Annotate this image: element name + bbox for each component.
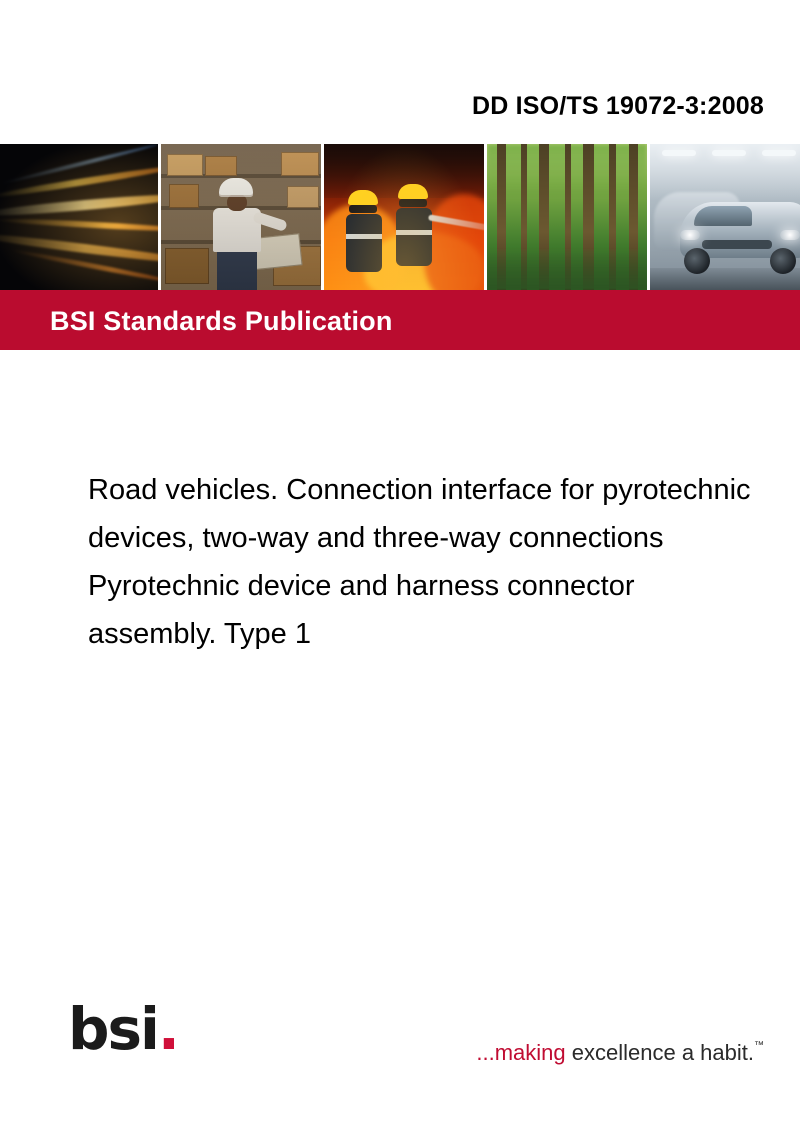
trademark-symbol: ™: [754, 1040, 764, 1051]
car-windshield: [694, 206, 752, 226]
bsi-logo-dot: .: [157, 995, 178, 1063]
ceiling-light: [662, 150, 696, 156]
ceiling-light: [712, 150, 746, 156]
car-wheel: [770, 248, 796, 274]
tagline-rest: excellence a habit.: [565, 1040, 754, 1065]
cover-image-strip: [0, 144, 800, 290]
warehouse-worker-photo: [158, 144, 321, 290]
photo-overlay: [0, 144, 158, 290]
car-grille: [702, 240, 772, 249]
forest-photo: [484, 144, 647, 290]
photo-overlay: [161, 144, 321, 290]
bsi-logo-wordmark: bsi: [68, 995, 158, 1063]
car-headlight: [680, 230, 700, 240]
bsi-logo: [68, 995, 198, 1063]
forest-floor: [487, 250, 647, 290]
photo-overlay: [324, 144, 484, 290]
car-headlight: [780, 230, 800, 240]
light-trails-photo: [0, 144, 158, 290]
standard-number: DD ISO/TS 19072-3:2008: [471, 92, 764, 120]
firefighters-photo: [321, 144, 484, 290]
banner-title: BSI Standards Publication: [50, 306, 393, 336]
ceiling-light: [762, 150, 796, 156]
tagline: [476, 1040, 764, 1066]
car-wheel: [684, 248, 710, 274]
page-title: Road vehicles. Connection interface for pyrotechnic devices, two-way and three-way connections Pyrotechnic device and harness connector assembly. Type 1: [88, 474, 751, 650]
tagline-lead: ...making: [476, 1040, 566, 1065]
car-assembly-photo: [647, 144, 800, 290]
bsi-logo-text: [68, 995, 198, 1063]
